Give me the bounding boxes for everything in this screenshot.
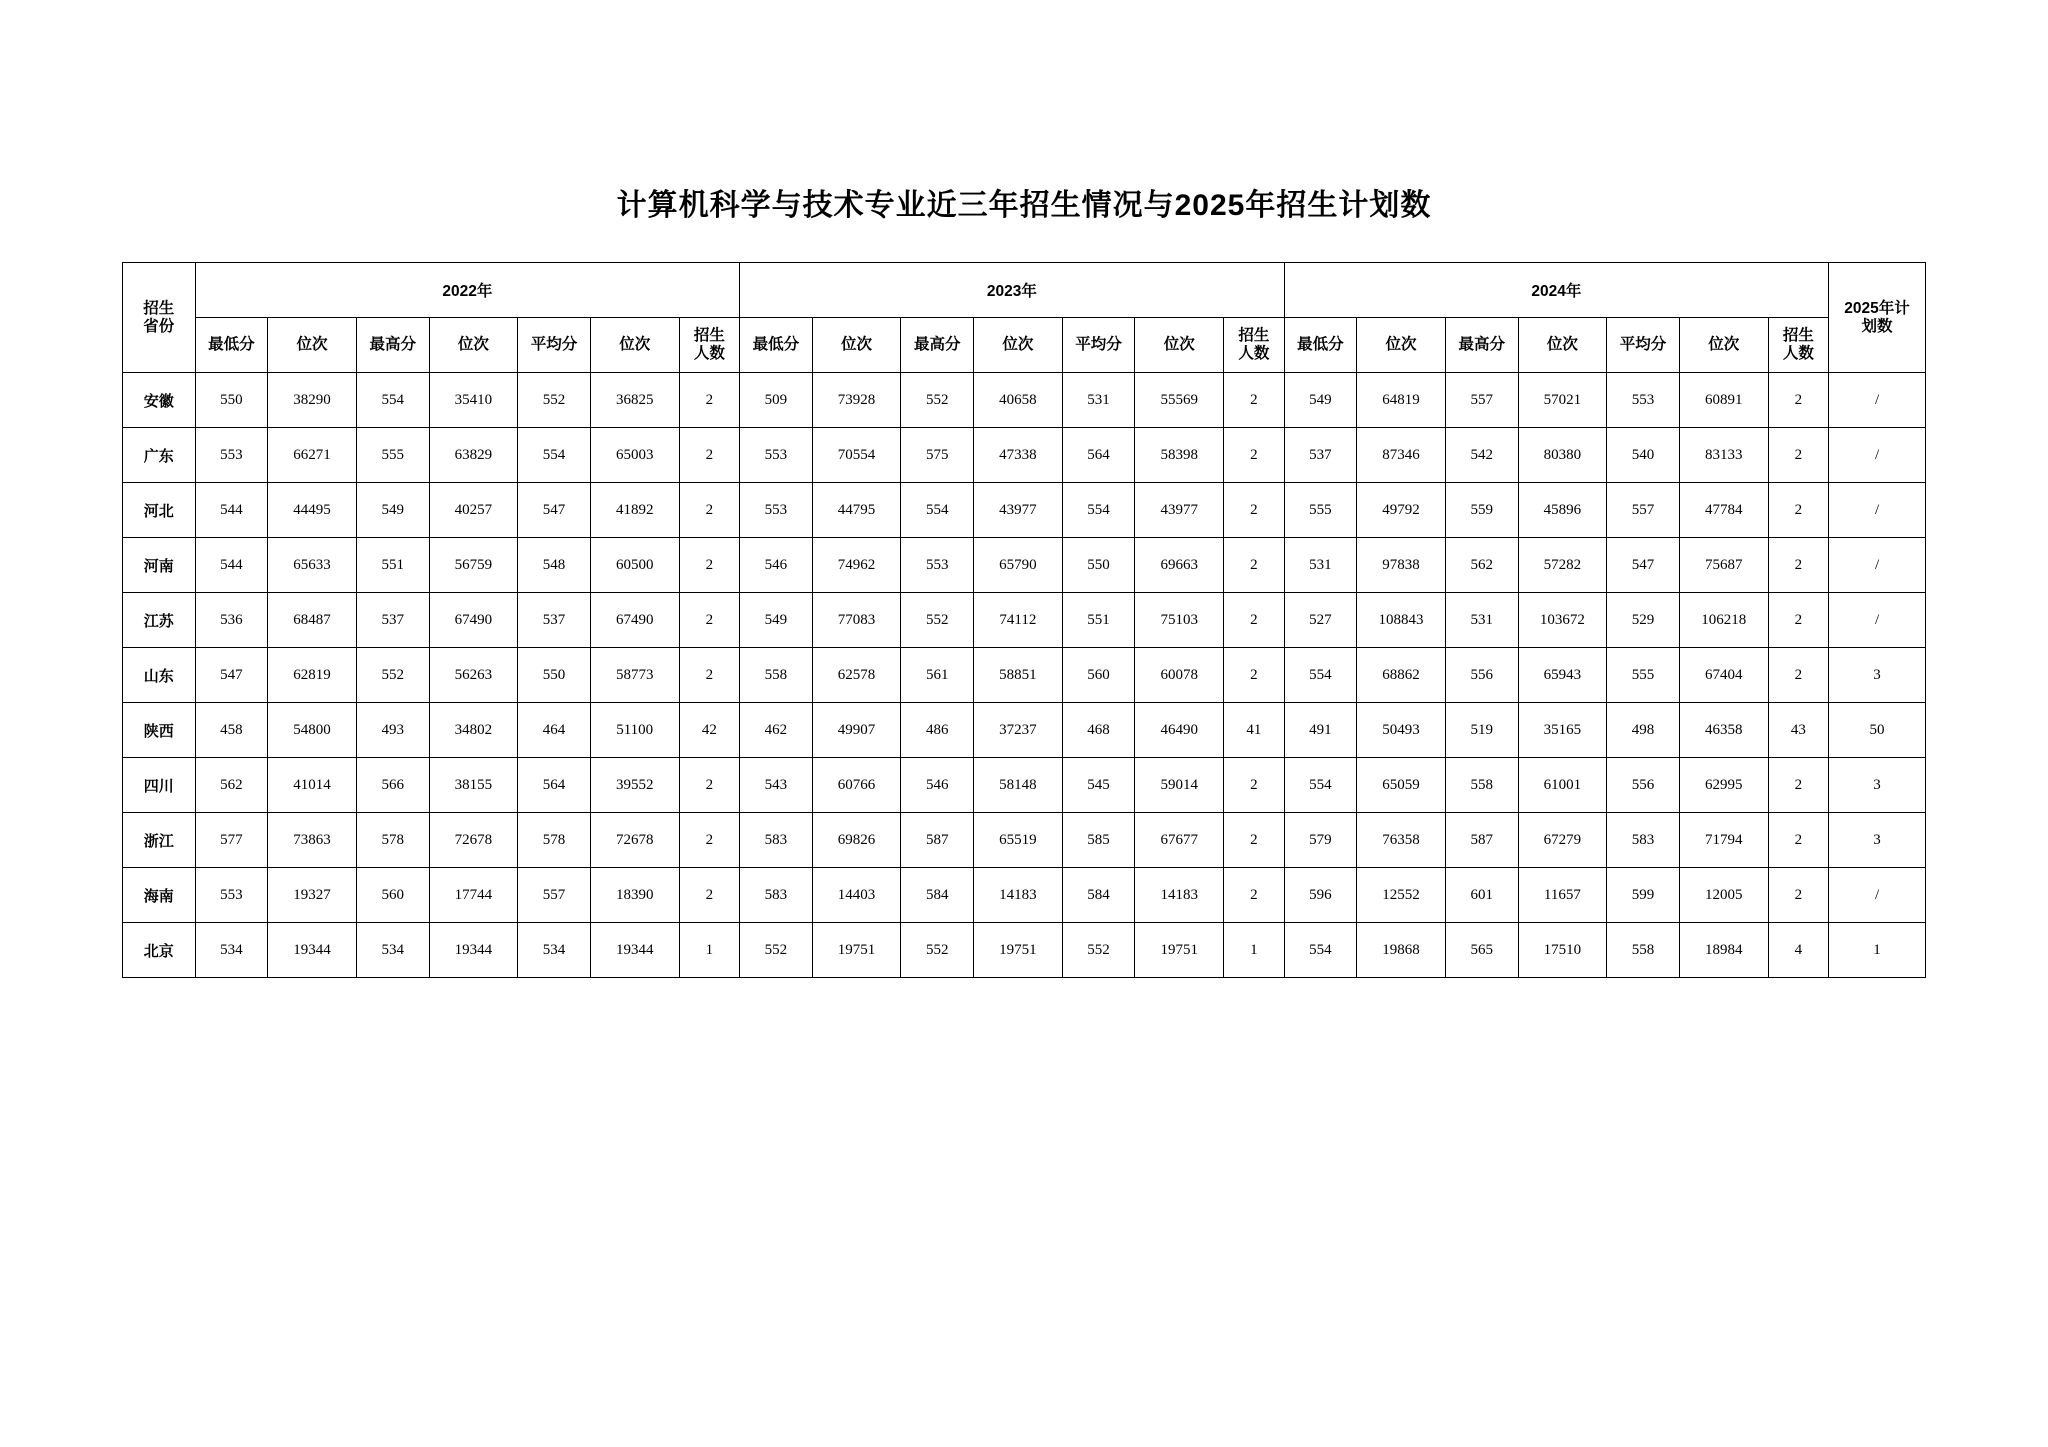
cell-2022-rank3: 41892: [590, 483, 679, 538]
cell-2022-rank2: 56263: [429, 648, 518, 703]
cell-province: 海南: [123, 868, 196, 923]
header-2024-rank1: 位次: [1357, 318, 1446, 373]
cell-2023-rank3: 59014: [1135, 758, 1224, 813]
cell-2022-avg: 552: [518, 373, 591, 428]
cell-2024-min: 555: [1284, 483, 1357, 538]
cell-2024-max: 559: [1445, 483, 1518, 538]
cell-2023-enroll: 2: [1224, 373, 1285, 428]
cell-2022-avg: 578: [518, 813, 591, 868]
header-2022-min-score: 最低分: [195, 318, 268, 373]
cell-2022-min: 544: [195, 483, 268, 538]
header-2022-rank3: 位次: [590, 318, 679, 373]
cell-province: 江苏: [123, 593, 196, 648]
cell-plan-2025: /: [1829, 868, 1926, 923]
cell-2024-min: 554: [1284, 758, 1357, 813]
cell-2022-max: 549: [356, 483, 429, 538]
cell-2023-avg: 545: [1062, 758, 1135, 813]
header-2023-rank2: 位次: [974, 318, 1063, 373]
cell-2022-rank2: 38155: [429, 758, 518, 813]
cell-province: 山东: [123, 648, 196, 703]
cell-2024-rank2: 57282: [1518, 538, 1607, 593]
cell-2022-max: 554: [356, 373, 429, 428]
cell-plan-2025: 3: [1829, 648, 1926, 703]
cell-2023-min: 546: [740, 538, 813, 593]
cell-2022-avg: 550: [518, 648, 591, 703]
cell-2022-max: 552: [356, 648, 429, 703]
cell-2022-rank2: 56759: [429, 538, 518, 593]
cell-2023-rank2: 14183: [974, 868, 1063, 923]
table-row: [123, 923, 1926, 978]
cell-2023-min: 543: [740, 758, 813, 813]
cell-2024-rank1: 50493: [1357, 703, 1446, 758]
header-2023-rank3: 位次: [1135, 318, 1224, 373]
cell-2024-rank2: 80380: [1518, 428, 1607, 483]
cell-2022-rank1: 68487: [268, 593, 357, 648]
cell-2022-enroll: 2: [679, 813, 740, 868]
cell-2024-rank1: 97838: [1357, 538, 1446, 593]
cell-2022-rank2: 34802: [429, 703, 518, 758]
cell-2023-rank3: 55569: [1135, 373, 1224, 428]
cell-2023-rank2: 58148: [974, 758, 1063, 813]
cell-2022-min: 553: [195, 868, 268, 923]
cell-2023-avg: 564: [1062, 428, 1135, 483]
cell-2022-min: 547: [195, 648, 268, 703]
cell-2024-rank3: 60891: [1679, 373, 1768, 428]
page-title: 计算机科学与技术专业近三年招生情况与2025年招生计划数: [616, 189, 1432, 222]
cell-2023-max: 561: [901, 648, 974, 703]
cell-province: 四川: [123, 758, 196, 813]
table-row: [123, 373, 1926, 428]
cell-2024-avg: 498: [1607, 703, 1680, 758]
cell-2023-rank1: 62578: [812, 648, 901, 703]
cell-2022-max: 551: [356, 538, 429, 593]
cell-2024-max: 565: [1445, 923, 1518, 978]
cell-2024-enroll: 2: [1768, 813, 1829, 868]
cell-2024-min: 491: [1284, 703, 1357, 758]
header-2024-rank3: 位次: [1679, 318, 1768, 373]
cell-2024-max: 601: [1445, 868, 1518, 923]
cell-2023-avg: 468: [1062, 703, 1135, 758]
cell-2022-enroll: 2: [679, 373, 740, 428]
header-province: 招生 省份: [123, 263, 196, 373]
cell-province: 安徽: [123, 373, 196, 428]
cell-plan-2025: /: [1829, 483, 1926, 538]
cell-province: 河北: [123, 483, 196, 538]
cell-2023-enroll: 2: [1224, 813, 1285, 868]
cell-2023-max: 486: [901, 703, 974, 758]
table-body: [123, 373, 1926, 978]
cell-2024-rank2: 61001: [1518, 758, 1607, 813]
table-row: [123, 868, 1926, 923]
cell-2022-rank3: 67490: [590, 593, 679, 648]
cell-2024-max: 542: [1445, 428, 1518, 483]
cell-2023-min: 549: [740, 593, 813, 648]
cell-2023-avg: 585: [1062, 813, 1135, 868]
header-2022-avg-score: 平均分: [518, 318, 591, 373]
cell-2024-rank3: 106218: [1679, 593, 1768, 648]
cell-2022-rank3: 18390: [590, 868, 679, 923]
cell-2024-min: 531: [1284, 538, 1357, 593]
table-row: [123, 648, 1926, 703]
cell-2022-rank1: 19344: [268, 923, 357, 978]
cell-2023-rank2: 74112: [974, 593, 1063, 648]
cell-2024-min: 554: [1284, 923, 1357, 978]
cell-2024-rank2: 65943: [1518, 648, 1607, 703]
cell-2024-enroll: 2: [1768, 538, 1829, 593]
header-2024-max-score: 最高分: [1445, 318, 1518, 373]
cell-2024-rank2: 57021: [1518, 373, 1607, 428]
cell-2022-rank3: 65003: [590, 428, 679, 483]
cell-2023-rank3: 19751: [1135, 923, 1224, 978]
cell-2023-max: 546: [901, 758, 974, 813]
cell-2022-avg: 564: [518, 758, 591, 813]
cell-plan-2025: 50: [1829, 703, 1926, 758]
cell-2022-avg: 534: [518, 923, 591, 978]
cell-2022-enroll: 2: [679, 758, 740, 813]
cell-2022-min: 577: [195, 813, 268, 868]
cell-2022-rank3: 39552: [590, 758, 679, 813]
cell-2024-rank2: 17510: [1518, 923, 1607, 978]
cell-2022-avg: 557: [518, 868, 591, 923]
cell-2023-rank3: 60078: [1135, 648, 1224, 703]
cell-2022-enroll: 2: [679, 428, 740, 483]
cell-2024-avg: 547: [1607, 538, 1680, 593]
cell-2022-max: 555: [356, 428, 429, 483]
cell-2023-rank3: 67677: [1135, 813, 1224, 868]
cell-2024-rank3: 71794: [1679, 813, 1768, 868]
cell-2024-rank3: 67404: [1679, 648, 1768, 703]
cell-2022-min: 536: [195, 593, 268, 648]
header-2023-enroll-count: 招生 人数: [1224, 318, 1285, 373]
cell-2024-min: 527: [1284, 593, 1357, 648]
cell-2024-enroll: 2: [1768, 648, 1829, 703]
cell-plan-2025: /: [1829, 373, 1926, 428]
cell-2023-max: 575: [901, 428, 974, 483]
table-head: [123, 263, 1926, 373]
cell-2023-rank3: 69663: [1135, 538, 1224, 593]
cell-province: 河南: [123, 538, 196, 593]
cell-2023-rank3: 46490: [1135, 703, 1224, 758]
cell-2024-rank1: 87346: [1357, 428, 1446, 483]
cell-2023-enroll: 2: [1224, 428, 1285, 483]
cell-2024-avg: 557: [1607, 483, 1680, 538]
cell-2022-rank1: 73863: [268, 813, 357, 868]
cell-2024-enroll: 2: [1768, 868, 1829, 923]
cell-2023-rank1: 19751: [812, 923, 901, 978]
cell-2024-rank3: 18984: [1679, 923, 1768, 978]
cell-2024-enroll: 2: [1768, 483, 1829, 538]
cell-2022-enroll: 1: [679, 923, 740, 978]
cell-2023-enroll: 2: [1224, 648, 1285, 703]
cell-2022-enroll: 2: [679, 483, 740, 538]
cell-2022-avg: 464: [518, 703, 591, 758]
cell-2024-rank2: 45896: [1518, 483, 1607, 538]
cell-2024-avg: 556: [1607, 758, 1680, 813]
cell-2023-enroll: 2: [1224, 868, 1285, 923]
cell-2023-enroll: 2: [1224, 758, 1285, 813]
cell-2024-max: 556: [1445, 648, 1518, 703]
header-2023-avg-score: 平均分: [1062, 318, 1135, 373]
cell-2022-max: 537: [356, 593, 429, 648]
cell-2024-min: 579: [1284, 813, 1357, 868]
cell-2024-min: 537: [1284, 428, 1357, 483]
cell-2024-max: 519: [1445, 703, 1518, 758]
table-row: [123, 483, 1926, 538]
cell-plan-2025: 3: [1829, 758, 1926, 813]
cell-2023-avg: 584: [1062, 868, 1135, 923]
cell-2023-rank3: 58398: [1135, 428, 1224, 483]
cell-2023-rank2: 37237: [974, 703, 1063, 758]
cell-2022-rank1: 65633: [268, 538, 357, 593]
cell-2023-rank1: 69826: [812, 813, 901, 868]
admissions-table-container: [122, 262, 1926, 978]
cell-2023-max: 587: [901, 813, 974, 868]
cell-2023-max: 552: [901, 593, 974, 648]
cell-2023-rank1: 14403: [812, 868, 901, 923]
header-2023-max-score: 最高分: [901, 318, 974, 373]
cell-2024-max: 562: [1445, 538, 1518, 593]
cell-plan-2025: 3: [1829, 813, 1926, 868]
cell-2022-min: 534: [195, 923, 268, 978]
cell-2023-rank2: 47338: [974, 428, 1063, 483]
cell-2024-rank1: 49792: [1357, 483, 1446, 538]
cell-2024-enroll: 2: [1768, 373, 1829, 428]
header-row-metrics: [123, 318, 1926, 373]
cell-2024-max: 557: [1445, 373, 1518, 428]
header-year-2023: 2023年: [740, 263, 1285, 318]
cell-2023-avg: 550: [1062, 538, 1135, 593]
cell-2024-avg: 553: [1607, 373, 1680, 428]
cell-2024-min: 596: [1284, 868, 1357, 923]
cell-2022-min: 458: [195, 703, 268, 758]
table-row: [123, 758, 1926, 813]
cell-2023-rank3: 14183: [1135, 868, 1224, 923]
cell-2023-min: 509: [740, 373, 813, 428]
header-row-years: [123, 263, 1926, 318]
cell-2024-avg: 558: [1607, 923, 1680, 978]
cell-2022-max: 560: [356, 868, 429, 923]
cell-plan-2025: 1: [1829, 923, 1926, 978]
cell-2024-avg: 583: [1607, 813, 1680, 868]
cell-2024-enroll: 2: [1768, 593, 1829, 648]
cell-2023-rank1: 49907: [812, 703, 901, 758]
cell-2024-avg: 599: [1607, 868, 1680, 923]
cell-2022-rank2: 72678: [429, 813, 518, 868]
cell-2024-rank3: 12005: [1679, 868, 1768, 923]
header-2024-avg-score: 平均分: [1607, 318, 1680, 373]
cell-2023-avg: 552: [1062, 923, 1135, 978]
cell-2023-avg: 560: [1062, 648, 1135, 703]
cell-2023-enroll: 41: [1224, 703, 1285, 758]
cell-2023-rank2: 65790: [974, 538, 1063, 593]
table-row: [123, 428, 1926, 483]
cell-2022-avg: 554: [518, 428, 591, 483]
cell-2023-rank2: 65519: [974, 813, 1063, 868]
cell-2023-rank1: 60766: [812, 758, 901, 813]
cell-2023-min: 462: [740, 703, 813, 758]
cell-2024-rank3: 47784: [1679, 483, 1768, 538]
cell-2023-max: 552: [901, 373, 974, 428]
table-row: [123, 703, 1926, 758]
cell-2024-rank3: 75687: [1679, 538, 1768, 593]
cell-2023-enroll: 2: [1224, 593, 1285, 648]
cell-2022-max: 578: [356, 813, 429, 868]
cell-2022-max: 566: [356, 758, 429, 813]
cell-2024-min: 549: [1284, 373, 1357, 428]
cell-2022-rank2: 40257: [429, 483, 518, 538]
cell-2024-max: 558: [1445, 758, 1518, 813]
header-2024-min-score: 最低分: [1284, 318, 1357, 373]
cell-2023-rank1: 77083: [812, 593, 901, 648]
cell-2022-rank1: 66271: [268, 428, 357, 483]
cell-2023-min: 552: [740, 923, 813, 978]
cell-2022-enroll: 2: [679, 538, 740, 593]
cell-2023-min: 583: [740, 813, 813, 868]
cell-2022-avg: 547: [518, 483, 591, 538]
cell-2024-avg: 555: [1607, 648, 1680, 703]
cell-2022-rank1: 44495: [268, 483, 357, 538]
cell-2022-avg: 537: [518, 593, 591, 648]
cell-2024-enroll: 2: [1768, 428, 1829, 483]
cell-2024-rank1: 19868: [1357, 923, 1446, 978]
cell-2022-rank3: 19344: [590, 923, 679, 978]
cell-2024-rank2: 67279: [1518, 813, 1607, 868]
cell-2024-rank1: 108843: [1357, 593, 1446, 648]
header-2022-rank2: 位次: [429, 318, 518, 373]
cell-2024-min: 554: [1284, 648, 1357, 703]
cell-2023-rank2: 19751: [974, 923, 1063, 978]
cell-2022-min: 544: [195, 538, 268, 593]
cell-2022-rank1: 54800: [268, 703, 357, 758]
header-year-2024: 2024年: [1284, 263, 1829, 318]
header-2022-enroll-count: 招生 人数: [679, 318, 740, 373]
cell-2023-enroll: 1: [1224, 923, 1285, 978]
cell-2022-rank2: 35410: [429, 373, 518, 428]
cell-2024-rank1: 64819: [1357, 373, 1446, 428]
cell-2022-enroll: 2: [679, 593, 740, 648]
cell-2024-rank1: 68862: [1357, 648, 1446, 703]
cell-2023-enroll: 2: [1224, 538, 1285, 593]
header-2023-min-score: 最低分: [740, 318, 813, 373]
cell-province: 陕西: [123, 703, 196, 758]
cell-2024-enroll: 43: [1768, 703, 1829, 758]
cell-2023-avg: 531: [1062, 373, 1135, 428]
cell-2023-max: 584: [901, 868, 974, 923]
cell-2022-rank3: 58773: [590, 648, 679, 703]
table-row: [123, 813, 1926, 868]
cell-plan-2025: /: [1829, 538, 1926, 593]
cell-2022-rank1: 41014: [268, 758, 357, 813]
header-2024-enroll-count: 招生 人数: [1768, 318, 1829, 373]
cell-2024-enroll: 4: [1768, 923, 1829, 978]
cell-2022-min: 550: [195, 373, 268, 428]
cell-province: 北京: [123, 923, 196, 978]
cell-province: 浙江: [123, 813, 196, 868]
admissions-table: [122, 262, 1926, 978]
cell-2022-rank3: 36825: [590, 373, 679, 428]
cell-2022-rank2: 63829: [429, 428, 518, 483]
cell-2023-rank2: 58851: [974, 648, 1063, 703]
cell-2022-rank3: 51100: [590, 703, 679, 758]
header-plan-2025: 2025年计 划数: [1829, 263, 1926, 373]
cell-plan-2025: /: [1829, 593, 1926, 648]
cell-2022-rank3: 72678: [590, 813, 679, 868]
cell-2023-min: 583: [740, 868, 813, 923]
cell-2022-rank2: 19344: [429, 923, 518, 978]
cell-2023-min: 553: [740, 428, 813, 483]
cell-2023-max: 552: [901, 923, 974, 978]
header-2022-rank1: 位次: [268, 318, 357, 373]
cell-2022-max: 493: [356, 703, 429, 758]
cell-2023-min: 553: [740, 483, 813, 538]
cell-plan-2025: /: [1829, 428, 1926, 483]
cell-2022-rank1: 19327: [268, 868, 357, 923]
header-2024-rank2: 位次: [1518, 318, 1607, 373]
cell-2024-rank2: 11657: [1518, 868, 1607, 923]
cell-2022-rank1: 38290: [268, 373, 357, 428]
cell-2022-rank3: 60500: [590, 538, 679, 593]
cell-2024-avg: 540: [1607, 428, 1680, 483]
cell-2024-avg: 529: [1607, 593, 1680, 648]
cell-2023-avg: 551: [1062, 593, 1135, 648]
cell-2023-rank1: 73928: [812, 373, 901, 428]
cell-2022-enroll: 42: [679, 703, 740, 758]
cell-2023-rank3: 43977: [1135, 483, 1224, 538]
cell-2024-max: 531: [1445, 593, 1518, 648]
cell-2024-rank3: 83133: [1679, 428, 1768, 483]
table-row: [123, 593, 1926, 648]
cell-province: 广东: [123, 428, 196, 483]
cell-2023-max: 553: [901, 538, 974, 593]
cell-2023-avg: 554: [1062, 483, 1135, 538]
cell-2024-rank3: 46358: [1679, 703, 1768, 758]
cell-2023-rank2: 43977: [974, 483, 1063, 538]
cell-2022-avg: 548: [518, 538, 591, 593]
cell-2024-rank1: 65059: [1357, 758, 1446, 813]
cell-2024-rank3: 62995: [1679, 758, 1768, 813]
cell-2023-rank2: 40658: [974, 373, 1063, 428]
header-2023-rank1: 位次: [812, 318, 901, 373]
table-row: [123, 538, 1926, 593]
cell-2023-max: 554: [901, 483, 974, 538]
cell-2022-rank2: 67490: [429, 593, 518, 648]
header-year-2022: 2022年: [195, 263, 740, 318]
cell-2023-rank1: 70554: [812, 428, 901, 483]
cell-2022-rank1: 62819: [268, 648, 357, 703]
cell-2023-rank1: 44795: [812, 483, 901, 538]
cell-2024-max: 587: [1445, 813, 1518, 868]
cell-2022-rank2: 17744: [429, 868, 518, 923]
cell-2024-rank2: 103672: [1518, 593, 1607, 648]
cell-2022-enroll: 2: [679, 648, 740, 703]
cell-2023-min: 558: [740, 648, 813, 703]
header-2022-max-score: 最高分: [356, 318, 429, 373]
cell-2022-min: 562: [195, 758, 268, 813]
cell-2023-rank1: 74962: [812, 538, 901, 593]
cell-2024-enroll: 2: [1768, 758, 1829, 813]
cell-2024-rank1: 76358: [1357, 813, 1446, 868]
cell-2022-max: 534: [356, 923, 429, 978]
cell-2022-enroll: 2: [679, 868, 740, 923]
cell-2023-enroll: 2: [1224, 483, 1285, 538]
cell-2023-rank3: 75103: [1135, 593, 1224, 648]
cell-2024-rank1: 12552: [1357, 868, 1446, 923]
cell-2024-rank2: 35165: [1518, 703, 1607, 758]
cell-2022-min: 553: [195, 428, 268, 483]
